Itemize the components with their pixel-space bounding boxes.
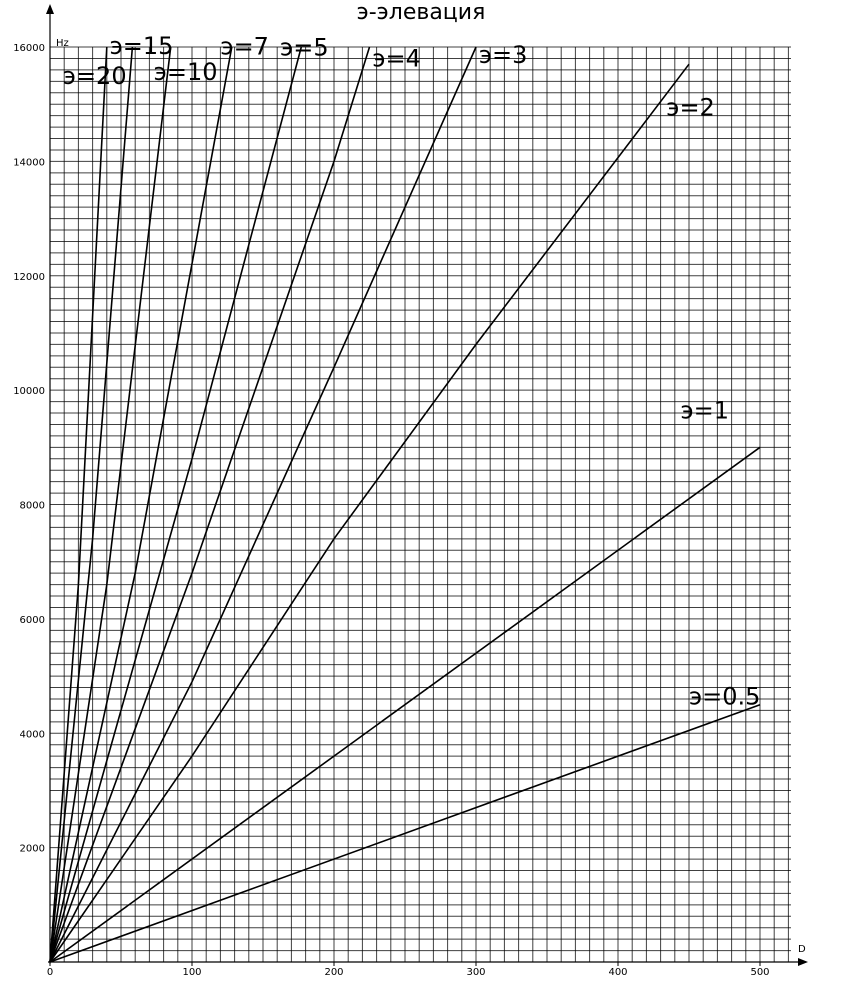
x-tick-label: 100 [182,967,202,978]
series-label: э=5 [280,33,329,62]
series-label: э=7 [220,32,269,61]
y-tick-label: 14000 [13,157,45,169]
y-tick-label: 10000 [13,386,45,398]
y-tick-label: 8000 [19,500,45,512]
x-tick-label: 0 [46,967,54,978]
x-tick-label: 500 [750,967,770,978]
y-axis-arrow [46,4,54,14]
axes [46,4,808,966]
series-labels [63,32,761,711]
y-tick-label: 16000 [13,43,45,54]
series-label: э=20 [62,62,127,91]
chart-title: э-элевация [356,0,486,25]
series-label: э=2 [666,93,715,122]
series-label: э=10 [153,58,218,87]
x-tick-label: 400 [608,967,628,978]
series-label: э=4 [372,44,421,73]
series-label: э=15 [109,31,174,60]
series-label: э=3 [478,41,528,70]
y-tick-label: 12000 [13,271,45,283]
x-axis-arrow [798,958,808,966]
x-tick-label: 200 [324,967,344,978]
y-axis-label: Hz [56,38,69,49]
x-axis-label: D [798,944,806,955]
series-label: э=0.5 [689,682,761,711]
series-label: э=1 [680,396,730,425]
x-tick-label: 300 [466,967,486,978]
y-tick-label: 6000 [19,614,45,626]
y-tick-label: 4000 [19,729,45,741]
y-tick-label: 2000 [19,843,45,855]
